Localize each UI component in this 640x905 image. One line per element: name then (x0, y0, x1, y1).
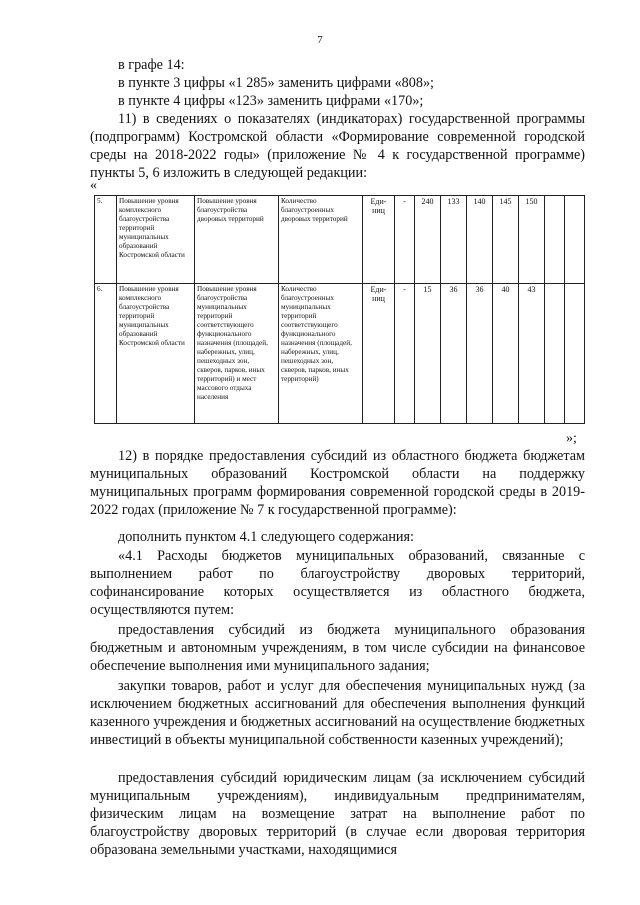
cell-no: 5. (95, 196, 117, 284)
cell-goal: Повышение уровня комплексного благоустройства территорий муниципальных образований Костромской области (117, 284, 195, 424)
open-quote: « (90, 178, 97, 193)
paragraph-subsidies: предоставления субсидий из бюджета муниципального образования бюджетным и автономным учреждениям, в том числе субсидии на финансовое обеспечение выполнения ими муниципального задания; (90, 622, 585, 674)
close-quote: »; (566, 431, 577, 446)
cell-value: 36 (467, 284, 493, 424)
cell-unit: Еди-ниц (363, 196, 395, 284)
cell-value: 40 (493, 284, 519, 424)
paragraph-legal-entities: предоставления субсидий юридическим лицам (за исключением субсидий муниципальным учреждениям), индивидуальным предпринимателям, физическим лицам на возмещение затрат на выполнение работ по благоустройству дворовых территорий (в случае если дворовая территория образована земельными участками, находящимися (90, 770, 585, 858)
cell-indicator: Количество благоустроенных муниципальных территорий соответствующего функционального назначения (площадей, набережных, улиц, пешеходных зон, скверов, парков, иных территорий) (279, 284, 363, 424)
page-number: 7 (317, 34, 323, 46)
line-point4: в пункте 4 цифры «123» заменить цифрами «170»; (118, 93, 424, 109)
supplement-line: дополнить пунктом 4.1 следующего содержания: (118, 529, 414, 545)
cell-indicator: Количество благоустроенных дворовых территорий (279, 196, 363, 284)
cell-value: 150 (519, 196, 545, 284)
paragraph-purchases: закупки товаров, работ и услуг для обеспечения муниципальных нужд (за исключением бюджетных ассигнований для обеспечения выполнения функций казенного учреждения и бюджетных ассигнований на осуществление бюджетных инвестиций в объекты муниципальной собственности казенных учреждений); (90, 678, 585, 748)
cell-unit: Еди-ниц (363, 284, 395, 424)
cell-no: 6. (95, 284, 117, 424)
cell-value: 140 (467, 196, 493, 284)
cell-goal: Повышение уровня комплексного благоустройства территорий муниципальных образований Костромской области (117, 196, 195, 284)
cell-empty (545, 196, 565, 284)
cell-value: 133 (441, 196, 467, 284)
indicators-table (94, 195, 585, 424)
paragraph-11: 11) в сведениях о показателях (индикаторах) государственной программы (подпрограмм) Костромской области «Формирование современной городской среды на 2018-2022 годы» (приложение № 4 к государственной программе) пункты 5, 6 изложить в следующей редакции: (90, 111, 585, 181)
cell-value: 145 (493, 196, 519, 284)
paragraph-4-1: «4.1 Расходы бюджетов муниципальных образований, связанные с выполнением работ по благоустройству дворовых территорий, софинансирование которых осуществляется из областного бюджета, осуществляются путем: (90, 548, 585, 618)
line-graph14: в графе 14: (118, 57, 185, 73)
cell-empty (565, 196, 585, 284)
cell-empty (565, 284, 585, 424)
cell-dash: - (395, 284, 415, 424)
cell-value: 36 (441, 284, 467, 424)
cell-value: 240 (415, 196, 441, 284)
table-row (95, 196, 585, 284)
cell-empty (545, 284, 565, 424)
paragraph-12: 12) в порядке предоставления субсидий из областного бюджета бюджетам муниципальных образований Костромской области на поддержку муниципальных программ формирования современной городской среды в 2019-2022 годах (приложение № 7 к государственной программе): (90, 448, 585, 518)
line-point3: в пункте 3 цифры «1 285» заменить цифрами «808»; (118, 75, 434, 91)
cell-dash: - (395, 196, 415, 284)
table-row (95, 284, 585, 424)
cell-task: Повышение уровня благоустройства дворовых территорий (195, 196, 279, 284)
cell-task: Повышение уровня благоустройства муниципальных территорий соответствующего функционального назначения (площадей, набережных, улиц, пешеходных зон, скверов, парков, иных территорий) и мест массового отдыха населения (195, 284, 279, 424)
cell-value: 15 (415, 284, 441, 424)
cell-value: 43 (519, 284, 545, 424)
